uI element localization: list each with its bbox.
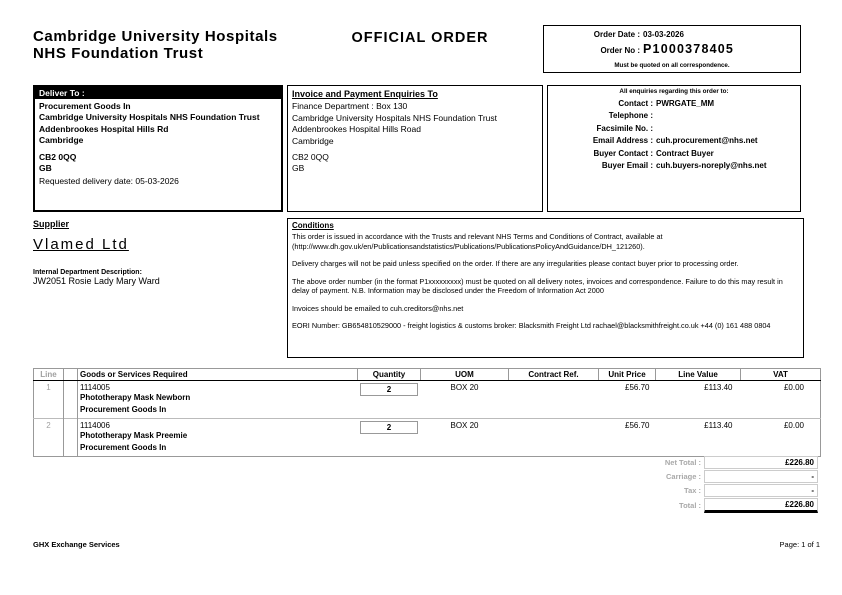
goods-cell bbox=[78, 419, 358, 457]
conditions-box bbox=[287, 218, 804, 358]
item-description: Phototherapy Mask Preemie bbox=[80, 431, 188, 440]
facsimile-label: Facsimile No. : bbox=[596, 123, 653, 133]
internal-department-value: JW2051 Rosie Lady Mary Ward bbox=[33, 276, 160, 286]
net-total-label: Net Total : bbox=[664, 458, 701, 467]
contact-row bbox=[551, 98, 797, 110]
enquiries-note: All enquiries regarding this order to: bbox=[619, 88, 729, 95]
table-row bbox=[34, 381, 821, 419]
deliver-to-title: Deliver To : bbox=[35, 87, 281, 99]
item-code: 1114005 bbox=[80, 383, 110, 392]
requested-delivery-date: Requested delivery date: 05-03-2026 bbox=[39, 175, 179, 186]
column-header-uom: UOM bbox=[421, 369, 509, 381]
supplier-title: Supplier bbox=[33, 219, 70, 229]
totals-section bbox=[645, 456, 818, 514]
conditions-paragraph: EORI Number: GB654810529000 - freight logistics & customs broker: Blacksmith Freight Ltd rachael@blacksmithfreight.co.uk +44 (0) 161 488 0804 bbox=[292, 321, 771, 331]
column-header-vat: VAT bbox=[741, 369, 821, 381]
conditions-paragraph: The above order number (in the format P1xxxxxxxxx) must be quoted on all delivery notes, invoices and correspondence. Failure to do this may result in delay of payment. N.B. Information may be disclosed under the Freedom of Information Act 2000 bbox=[292, 276, 783, 296]
invoice-line: Addenbrookes Hospital Hills Road bbox=[292, 124, 421, 135]
telephone-label: Telephone : bbox=[608, 111, 653, 121]
order-info-box bbox=[543, 25, 801, 73]
carriage-row bbox=[645, 470, 818, 483]
spacer-cell bbox=[64, 381, 78, 419]
vat-cell: £0.00 bbox=[783, 383, 804, 392]
vat-cell: £0.00 bbox=[741, 419, 821, 457]
column-header-spacer bbox=[64, 369, 78, 381]
organisation-name bbox=[33, 28, 278, 63]
order-date-value: 03-03-2026 bbox=[643, 30, 684, 39]
column-header-line: Line bbox=[34, 369, 64, 381]
order-number-value: P1000378405 bbox=[643, 42, 735, 57]
goods-cell bbox=[78, 381, 358, 419]
column-header-contract-ref: Contract Ref. bbox=[509, 369, 599, 381]
invoice-line: Cambridge University Hospitals NHS Foundation Trust bbox=[292, 112, 498, 123]
line-value-cell: £113.40 bbox=[704, 383, 733, 392]
item-department: Procurement Goods In bbox=[80, 405, 167, 414]
email-address-value: cuh.procurement@nhs.net bbox=[656, 136, 758, 146]
quantity-cell bbox=[358, 381, 421, 419]
quantity-value: 2 bbox=[360, 383, 418, 396]
order-date-row bbox=[544, 29, 800, 40]
table-row bbox=[34, 419, 821, 457]
conditions-title: Conditions bbox=[292, 221, 334, 230]
deliver-to-line: Cambridge bbox=[39, 135, 84, 146]
internal-department-label: Internal Department Description: bbox=[33, 269, 142, 276]
column-header-quantity: Quantity bbox=[358, 369, 421, 381]
line-value-cell: £113.40 bbox=[656, 419, 741, 457]
deliver-to-country: GB bbox=[39, 163, 52, 174]
invoice-postcode: CB2 0QQ bbox=[292, 152, 329, 163]
carriage-label: Carriage : bbox=[665, 472, 701, 481]
line-number: 2 bbox=[34, 419, 64, 457]
invoice-country: GB bbox=[292, 163, 305, 174]
spacer-cell bbox=[64, 419, 78, 457]
order-date-label: Order Date : bbox=[593, 30, 640, 39]
facsimile-row bbox=[551, 123, 797, 135]
carriage-value: - bbox=[704, 470, 818, 483]
deliver-to-line: Procurement Goods In bbox=[39, 101, 131, 111]
uom-cell: BOX 20 bbox=[421, 419, 509, 457]
buyer-email-row bbox=[551, 160, 797, 172]
contact-label: Contact : bbox=[618, 99, 653, 108]
conditions-paragraph: Delivery charges will not be paid unless specified on the order. If there are any irregularities please contact buyer prior to processing order. bbox=[292, 259, 739, 269]
column-header-goods: Goods or Services Required bbox=[78, 369, 358, 381]
column-header-line-value: Line Value bbox=[656, 369, 741, 381]
net-total-value: £226.80 bbox=[704, 456, 818, 469]
organisation-name-line1: Cambridge University Hospitals bbox=[33, 28, 278, 45]
unit-price-cell: £56.70 bbox=[625, 383, 650, 392]
buyer-contact-value: Contract Buyer bbox=[656, 148, 714, 158]
quantity-value: 2 bbox=[360, 421, 418, 434]
deliver-to-line: Cambridge University Hospitals NHS Foundation Trust bbox=[39, 112, 260, 123]
tax-row bbox=[645, 484, 818, 497]
contract-ref-cell bbox=[509, 419, 599, 457]
contract-ref-cell bbox=[509, 381, 599, 419]
supplier-section bbox=[33, 219, 283, 286]
net-total-row bbox=[645, 456, 818, 469]
conditions-paragraph: This order is issued in accordance with the Trusts and relevant NHS Terms and Conditions of Contract, available at (http://www.dh.gov.uk/en/Publicationsandstatistics/Publications/PublicationsPolicyAndGuidance/DH_121260). bbox=[292, 232, 663, 251]
uom-cell: BOX 20 bbox=[450, 383, 479, 392]
footer-service-name: GHX Exchange Services bbox=[33, 540, 120, 549]
deliver-to-line: Addenbrookes Hospital Hills Rd bbox=[39, 123, 169, 134]
order-number-row bbox=[544, 41, 800, 59]
email-address-label: Email Address : bbox=[592, 136, 653, 146]
line-number: 1 bbox=[34, 381, 64, 419]
column-header-unit-price: Unit Price bbox=[599, 369, 656, 381]
telephone-row bbox=[551, 110, 797, 122]
order-number-label: Order No : bbox=[600, 46, 640, 56]
invoice-enquiries-title: Invoice and Payment Enquiries To bbox=[292, 89, 438, 99]
item-code: 1114006 bbox=[80, 421, 110, 430]
item-department: Procurement Goods In bbox=[80, 443, 167, 452]
tax-label: Tax : bbox=[684, 486, 701, 495]
page-title: OFFICIAL ORDER bbox=[351, 30, 489, 46]
buyer-email-label: Buyer Email : bbox=[601, 160, 653, 170]
buyer-contact-row bbox=[551, 148, 797, 160]
deliver-to-box bbox=[33, 85, 283, 212]
buyer-contact-label: Buyer Contact : bbox=[593, 148, 653, 158]
contact-value: PWRGATE_MM bbox=[656, 99, 715, 108]
grand-total-value: £226.80 bbox=[704, 498, 818, 513]
deliver-to-postcode: CB2 0QQ bbox=[39, 151, 77, 162]
item-description: Phototherapy Mask Newborn bbox=[80, 393, 191, 402]
tax-value: - bbox=[704, 484, 818, 497]
buyer-email-value: cuh.buyers-noreply@nhs.net bbox=[656, 160, 767, 170]
enquiries-contact-box bbox=[547, 85, 801, 212]
quantity-cell bbox=[358, 419, 421, 457]
email-address-row bbox=[551, 135, 797, 147]
supplier-name: Vlamed Ltd bbox=[33, 236, 129, 253]
conditions-paragraph: Invoices should be emailed to cuh.creditors@nhs.net bbox=[292, 303, 464, 313]
deliver-to-address bbox=[35, 99, 281, 189]
table-header-row bbox=[34, 369, 821, 381]
grand-total-row bbox=[645, 498, 818, 513]
unit-price-cell: £56.70 bbox=[599, 419, 656, 457]
grand-total-label: Total : bbox=[679, 501, 701, 510]
organisation-name-line2: NHS Foundation Trust bbox=[33, 45, 204, 63]
invoice-line: Cambridge bbox=[292, 135, 334, 146]
footer-page-number: Page: 1 of 1 bbox=[779, 540, 820, 549]
order-items-table bbox=[33, 368, 821, 457]
invoice-line: Finance Department : Box 130 bbox=[292, 101, 408, 112]
invoice-enquiries-box bbox=[287, 85, 543, 212]
order-note: Must be quoted on all correspondence. bbox=[614, 61, 730, 69]
